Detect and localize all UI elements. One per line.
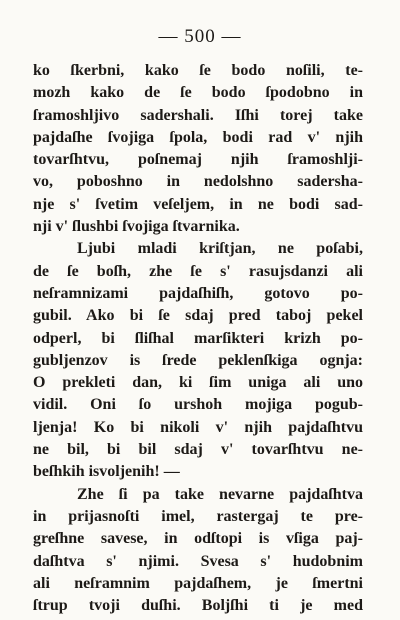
text-line: ko ſkerbni, kako ſe bodo noſili, te- [33, 62, 363, 79]
text-line: tovarſhtvu, poſnemaj njih ſramoshlji- [33, 151, 363, 169]
text-line: nji v' ſlushbi ſvojiga ſtvarnika. [33, 218, 240, 236]
text-line: ali neſramnim pajdaſhem, je ſmertni [33, 574, 363, 592]
text-line: gubil. Ako bi ſe sdaj pred taboj pekel [33, 307, 363, 325]
text-line: de ſe boſh, zhe ſe s' rasujsdanzi ali [33, 262, 363, 280]
text-line: greſhne savese, in odſtopi is vſiga paj- [33, 530, 363, 548]
text-line: in prijasnoſti imel, rastergaj te pre- [33, 507, 363, 525]
text-line: nje s' ſvetim veſeljem, in ne bodi sad- [33, 195, 363, 213]
text-line: ne bil, bi bil sdaj v' tovarſhtvu ne- [33, 441, 363, 459]
text-line: gubljenzov is ſrede peklenſkiga ognja: [33, 351, 363, 369]
text-line: vo, poboshno in nedolshno sadersha- [33, 173, 363, 191]
text-line: ljenja! Ko bi nikoli v' njih pajdaſhtvu [33, 418, 363, 436]
text-line: beſhkih isvoljenih! — [33, 463, 180, 481]
text-line: odperl, bi ſliſhal marſikteri krizh po- [33, 329, 363, 347]
text-line: Zhe ſi pa take nevarne pajdaſhtva [77, 485, 363, 503]
text-line: daſhtva s' njimi. Svesa s' hudobnim [33, 552, 363, 570]
page-number: — 500 — [158, 26, 242, 47]
text-line: vidil. Oni ſo urshoh mojiga pogub- [33, 396, 363, 414]
text-line: neſramnizami pajdaſhiſh, gotovo po- [33, 284, 363, 302]
text-line: ſramoshljivo sadershali. Iſhi torej take [33, 106, 363, 124]
text-line: mozh kako de ſe bodo ſpodobno in [33, 84, 363, 102]
text-line: Ljubi mladi kriſtjan, ne poſabi, [77, 240, 363, 258]
text-line: ſtrup tvoji duſhi. Boljſhi ti je med [33, 597, 363, 615]
body-text [33, 60, 363, 617]
text-line: O prekleti dan, ki ſim uniga ali uno [33, 374, 363, 392]
text-line: pajdaſhe ſvojiga ſpola, bodi rad v' njih [33, 128, 363, 146]
